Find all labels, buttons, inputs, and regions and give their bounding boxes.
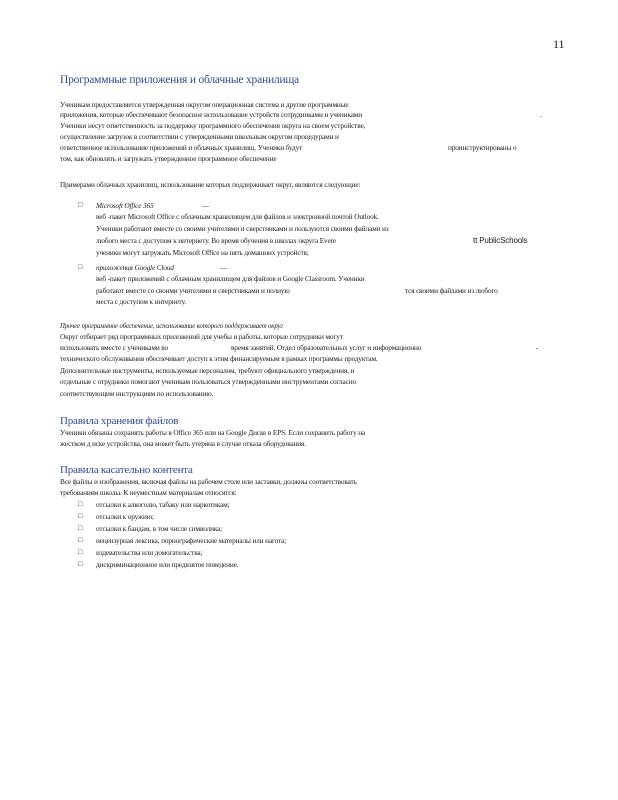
paragraph-line: приложения, которые обеспечивают безопасное использование устройств сотрудниками и учениками bbox=[60, 110, 363, 119]
paragraph-line: Ученикам предоставляется утвержденная округом операционная система и другие программные bbox=[60, 100, 349, 109]
bullet-marker: □ bbox=[78, 560, 83, 568]
paragraph-line: Дополнительные инструменты, используемые персоналом, требуют официального утверждения, и bbox=[60, 366, 355, 375]
bullet-line: ученики могут загружать Microsoft Office на пять домашних устройств; bbox=[96, 248, 309, 257]
paragraph-line: Округ отбирает ряд программных приложений для учебы и работы, которые сотрудники могут bbox=[60, 332, 343, 341]
paragraph-line: Примерами облачных хранилищ, использование которых поддерживает округ, являются следующие: bbox=[60, 180, 361, 189]
paragraph-line: осуществление загрузок в соответствии с утвержденными школьным округом процедурами и bbox=[60, 132, 339, 141]
paragraph-line-fragment: проинструктированы о bbox=[448, 143, 517, 152]
bullet-line-fragment: тся своими файлами из любого bbox=[405, 286, 498, 295]
bullet-marker: □ bbox=[78, 536, 83, 544]
bullet-marker: □ bbox=[78, 512, 83, 520]
paragraph-line-fragment: время занятий. Отдел образовательных услуг и информационно bbox=[231, 343, 422, 352]
bullet-line: веб -пакет Microsoft Office с облачным хранилищем для файлов и электронной почтой Outlook. bbox=[96, 212, 379, 221]
paragraph-line: Все файлы и изображения, включая файлы на рабочем столе или заставки, должны соответствовать bbox=[60, 477, 357, 486]
list-item: отсылки к алкоголю, табаку или наркотикам; bbox=[96, 500, 230, 509]
list-item: отсылки к оружию; bbox=[96, 512, 154, 521]
bullet-marker: □ bbox=[78, 524, 83, 532]
section-heading-content-rules: Правила касательно контента bbox=[60, 464, 193, 476]
bullet-marker: □ bbox=[78, 263, 83, 271]
bullet-marker: □ bbox=[78, 201, 83, 209]
paragraph-line: использовать вместе с учениками во bbox=[60, 343, 169, 352]
list-item: нецензурная лексика, порнографические материалы или нагота; bbox=[96, 536, 287, 545]
bullet-line: места с доступом к интернету. bbox=[96, 297, 186, 306]
bullet-marker: □ bbox=[78, 500, 83, 508]
bullet-line: веб -пакет приложений с облачным хранилищем для файлов и Google Classroom. Ученики bbox=[96, 274, 365, 283]
list-item: издевательства или домогательства; bbox=[96, 548, 203, 557]
paragraph-line: соответствующим инструкциям по использованию. bbox=[60, 389, 214, 398]
section-heading-file-storage: Правила хранения файлов bbox=[60, 415, 179, 427]
page-number: 11 bbox=[553, 37, 565, 51]
bullet-line: любого места с доступом к интернету. Во время обучения в школах округа Evere bbox=[96, 236, 336, 245]
bullet-title: Microsoft Office 365 bbox=[96, 201, 154, 210]
paragraph-line: отдельные с отрудники помогают ученикам пользоваться утвержденными инструментами согласно bbox=[60, 377, 356, 386]
bullet-dash: — bbox=[202, 201, 210, 210]
paragraph-line: ответственное использование приложений и облачных хранилищ. Ученики будут bbox=[60, 143, 303, 152]
italic-subheading: Прочее программное обеспечение, использование которого поддерживает округ bbox=[60, 323, 283, 330]
bullet-line-fragment: tt PublicSchools bbox=[473, 236, 528, 245]
paragraph-line: Ученики обязаны сохранять работы в Office 365 или на Google Диске в EPS. Если сохранить работу на bbox=[60, 428, 366, 437]
bullet-title: приложения Google Cloud bbox=[96, 263, 174, 272]
paragraph-line: том, как обновлять и загружать утвержденное программное обеспечение bbox=[60, 154, 277, 163]
section-heading-software: Программные приложения и облачные хранилища bbox=[60, 74, 299, 86]
paragraph-line: технического обслуживания обеспечивает доступ к этим финансируемым в рамках программы продуктам. bbox=[60, 354, 378, 363]
paragraph-line-fragment: - bbox=[536, 343, 539, 352]
paragraph-line: требованиям школы. К неуместным материалам относятся: bbox=[60, 488, 237, 497]
paragraph-line: жестком д иске устройства, она может быть утеряна в случае отказа оборудования. bbox=[60, 439, 306, 448]
bullet-dash: — bbox=[220, 263, 228, 272]
list-item: отсылки к бандам, в том числе символика; bbox=[96, 524, 223, 533]
list-item: дискриминационное или предвзятое поведение. bbox=[96, 560, 239, 569]
paragraph-line: Ученики несут ответственность за поддержку программного обеспечения округа на своем устройстве, bbox=[60, 121, 366, 130]
bullet-line: работают вместе со своими учителями и сверстниками и полную bbox=[96, 286, 290, 295]
paragraph-line-fragment: . bbox=[540, 110, 542, 119]
bullet-marker: □ bbox=[78, 548, 83, 556]
bullet-line: Ученики работают вместе со своими учителями и сверстниками и пользуются своими файлами из bbox=[96, 224, 389, 233]
